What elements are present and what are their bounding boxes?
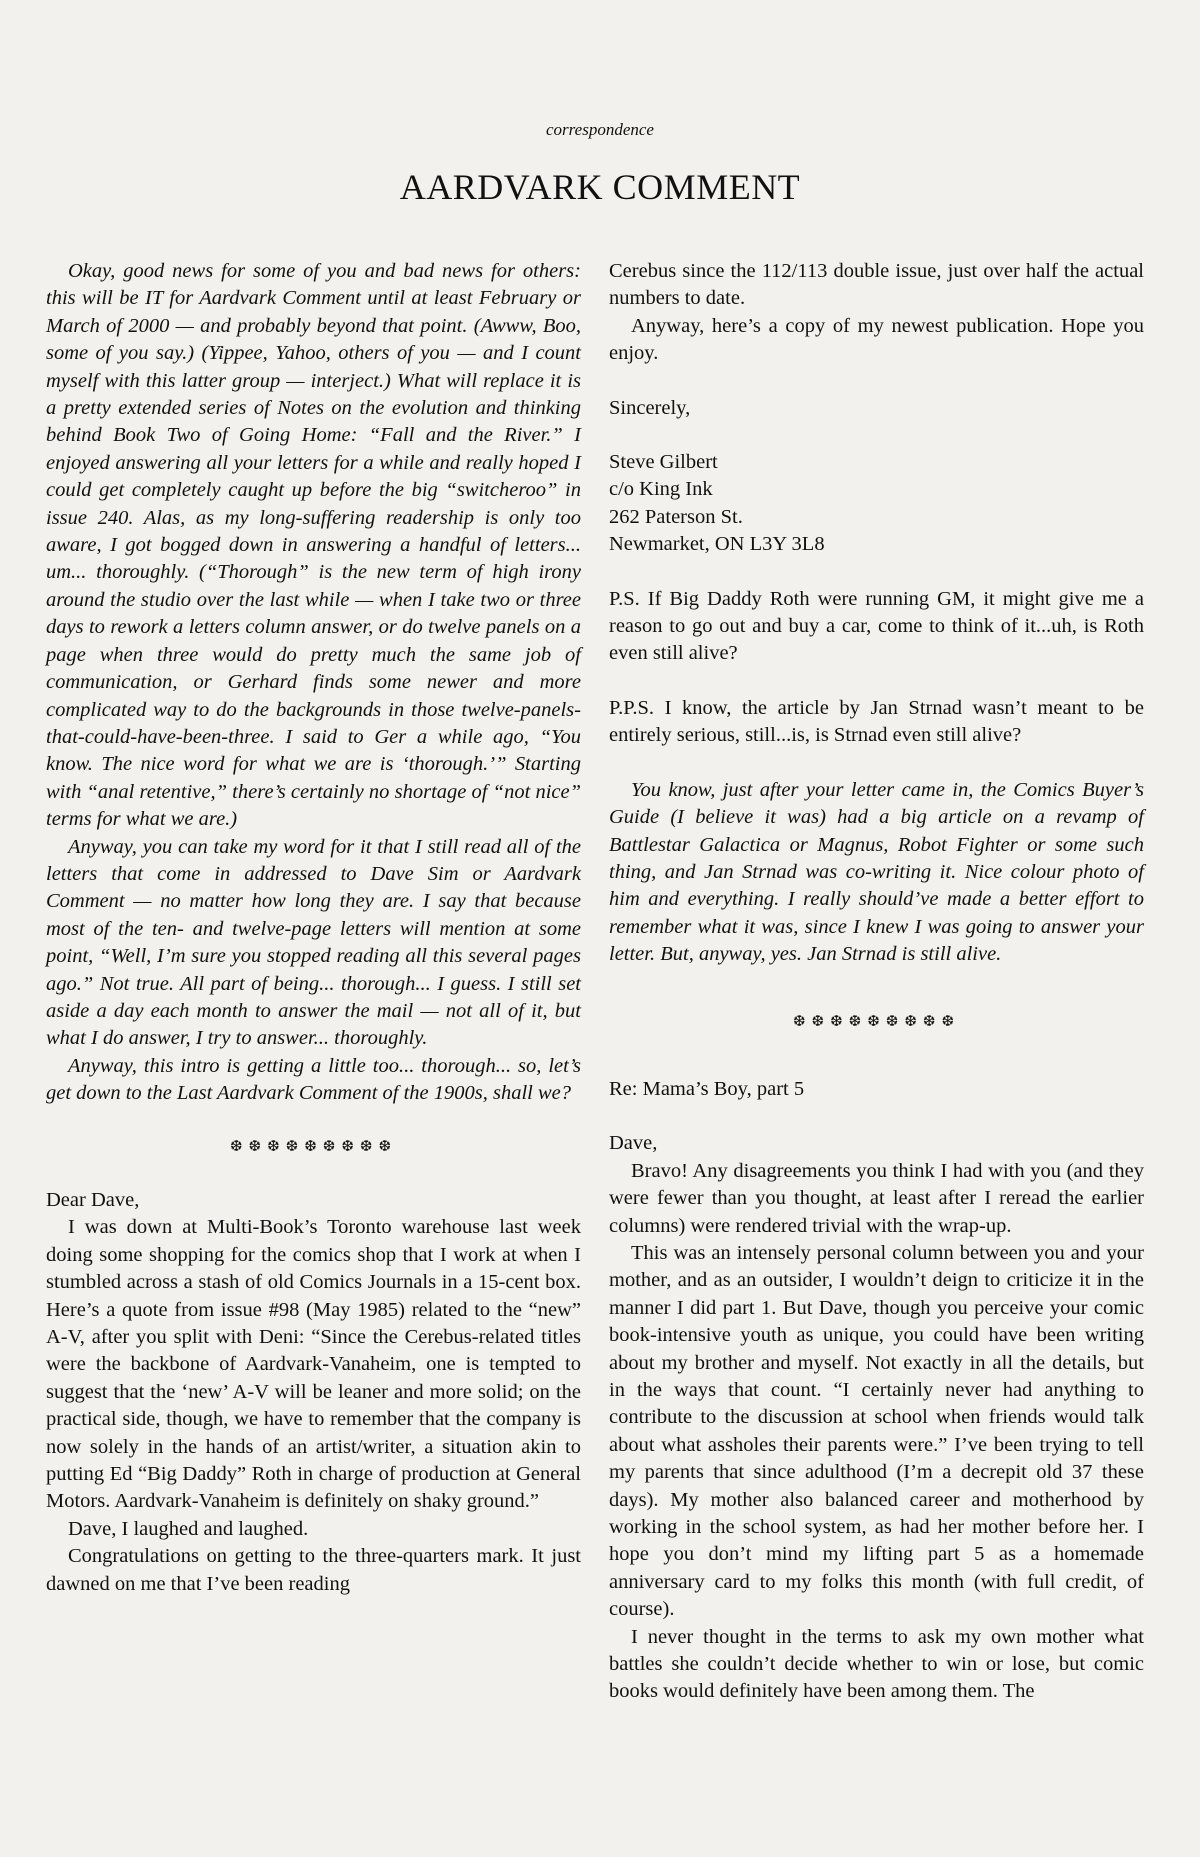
- letter-paragraph: Bravo! Any disagreements you think I had with you (and they were fewer than you thought, at least after I reread the earlier columns) were rendered trivial with the wrap-up.: [609, 1159, 1144, 1237]
- letter-paragraph: This was an intensely personal column between you and your mother, and as an outsider, I wouldn’t deign to criticize it in the manner I did part 1. But Dave, though you perceive your comic book-intensive youth as unique, you could have been writing about my brother and myself. Not exactly in all the details, but in the ways that count. “I certainly never had anything to contribute to the discussion at school when friends would talk about what assholes their parents were.” I’ve been trying to tell my parents that since adulthood (I’m a decrepit old 37 these days). My mother also balanced career and motherhood by working in the school system, as had her mother before her. I hope you don’t mind my lifting part 5 as a homemade anniversary card to my folks this month (with full credit, of course).: [609, 1241, 1144, 1621]
- letter-paragraph: Congratulations on getting to the three-quarters mark. It just dawned on me that I’ve been reading: [46, 1545, 581, 1595]
- reply-paragraph: You know, just after your letter came in, the Comics Buyer’s Guide (I believe it was) had a big article on a revamp of Battlestar Galactica or Magnus, Robot Fighter or some such thing, and Jan Strnad was co-writing it. Nice colour photo of him and everything. I really should’ve made a better effort to remember what it was, since I knew I was going to answer your letter. But, anyway, yes. Jan Strnad is still alive.: [609, 778, 1144, 966]
- section-kicker: correspondence: [546, 120, 654, 139]
- spacer: [609, 668, 1144, 695]
- address-line: Newmarket, ON L3Y 3L8: [609, 533, 825, 556]
- intro-paragraph: Anyway, you can take my word for it that I still read all of the letters that come in addressed to Dave Sim or Aardvark Comment — no matter how long they are. I say that because most of the ten- and twelve-page letters will mention at some point, “Well, I’m sure you stopped reading all this several pages ago.” Not true. All part of being... thorough... I guess. I still set aside a day each month to answer the mail — not all of it, but what I do answer, I try to answer... thoroughly.: [46, 835, 581, 1050]
- postscript: P.S. If Big Daddy Roth were running GM, it might give me a reason to go out and buy a car, come to think of it...uh, is Roth even still alive?: [609, 587, 1144, 665]
- right-column: [609, 258, 1144, 1706]
- left-column: [46, 258, 581, 1598]
- address-line: 262 Paterson St.: [609, 505, 743, 528]
- intro-paragraph: Anyway, this intro is getting a little too... thorough... so, let’s get down to the Last Aardvark Comment of the 1900s, shall we?: [46, 1054, 581, 1105]
- spacer: [609, 1103, 1144, 1130]
- spacer: [609, 368, 1144, 395]
- letter-paragraph: Cerebus since the 112/113 double issue, just over half the actual numbers to date.: [609, 260, 1144, 310]
- letter-paragraph: I was down at Multi-Book’s Toronto warehouse last week doing some shopping for the comics shop that I work at when I stumbled across a stash of old Comics Journals in a 15-cent box. Here’s a quote from issue #98 (May 1985) related to the “new” A-V, after you split with Deni: “Since the Cerebus-related titles were the backbone of Aardvark-Vanaheim, one is tempted to suggest that the ‘new’ A-V will be leaner and more solid; on the practical side, though, we have to remember that the company is now solely in the hands of an artist/writer, a situation akin to putting Ed “Big Daddy” Roth in charge of production at General Motors. Aardvark-Vanaheim is definitely on shaky ground.”: [46, 1216, 581, 1513]
- page-title: AARDVARK COMMENT: [399, 167, 801, 207]
- letter-paragraph: I never thought in the terms to ask my own mother what battles she couldn’t decide whether to win or lose, but comic books would definitely have been among them. The: [609, 1625, 1144, 1703]
- spacer: [609, 422, 1144, 449]
- section-separator: ❆❆❆❆❆❆❆❆❆: [229, 1138, 398, 1155]
- letter-subject: Re: Mama’s Boy, part 5: [609, 1077, 805, 1100]
- letter-salutation: Dave,: [609, 1132, 658, 1155]
- intro-paragraph: Okay, good news for some of you and bad news for others: this will be IT for Aardvark Comment until at least February or March of 2000 — and probably beyond that point. (Awww, Boo, some of you say.) (Yippee, Yahoo, others of you — and I count myself with this latter group — interject.) What will replace it is a pretty extended series of Notes on the evolution and thinking behind Book Two of Going Home: “Fall and the River.” I enjoyed answering all your letters for a while and really hoped I could get completely caught up before the big “switcheroo” in issue 240. Alas, as my long-suffering readership is only too aware, I got bogged down in answering a handful of letters... um... thoroughly. (“Thorough” is the new term of high irony around the studio over the last while — when I take two or three days to rework a letters column answer, or do twelve panels on a page when three would do pretty much the same job of communication, or Gerhard finds some newer and more complicated way to do the backgrounds in those twelve-panels-that-could-have-been-three. I said to Ger a while ago, “You know. The nice word for what we are is ‘thorough.’” Starting with “anal retentive,” there’s certainly no shortage of “not nice” terms for what we are.): [46, 260, 581, 831]
- address-line: c/o King Ink: [609, 478, 713, 501]
- spacer: [609, 750, 1144, 777]
- letter-closing: Sincerely,: [609, 396, 691, 419]
- spacer: [609, 559, 1144, 586]
- letter-salutation: Dear Dave,: [46, 1189, 140, 1211]
- letter-paragraph: Anyway, here’s a copy of my newest publication. Hope you enjoy.: [609, 314, 1144, 365]
- sender-address: [609, 449, 1144, 559]
- section-separator: ❆❆❆❆❆❆❆❆❆: [792, 1013, 961, 1030]
- address-line: Steve Gilbert: [609, 451, 718, 474]
- letter-paragraph: Dave, I laughed and laughed.: [68, 1517, 309, 1540]
- postscript-2: P.P.S. I know, the article by Jan Strnad wasn’t meant to be entirely serious, still...is, is Strnad even still alive?: [609, 696, 1144, 747]
